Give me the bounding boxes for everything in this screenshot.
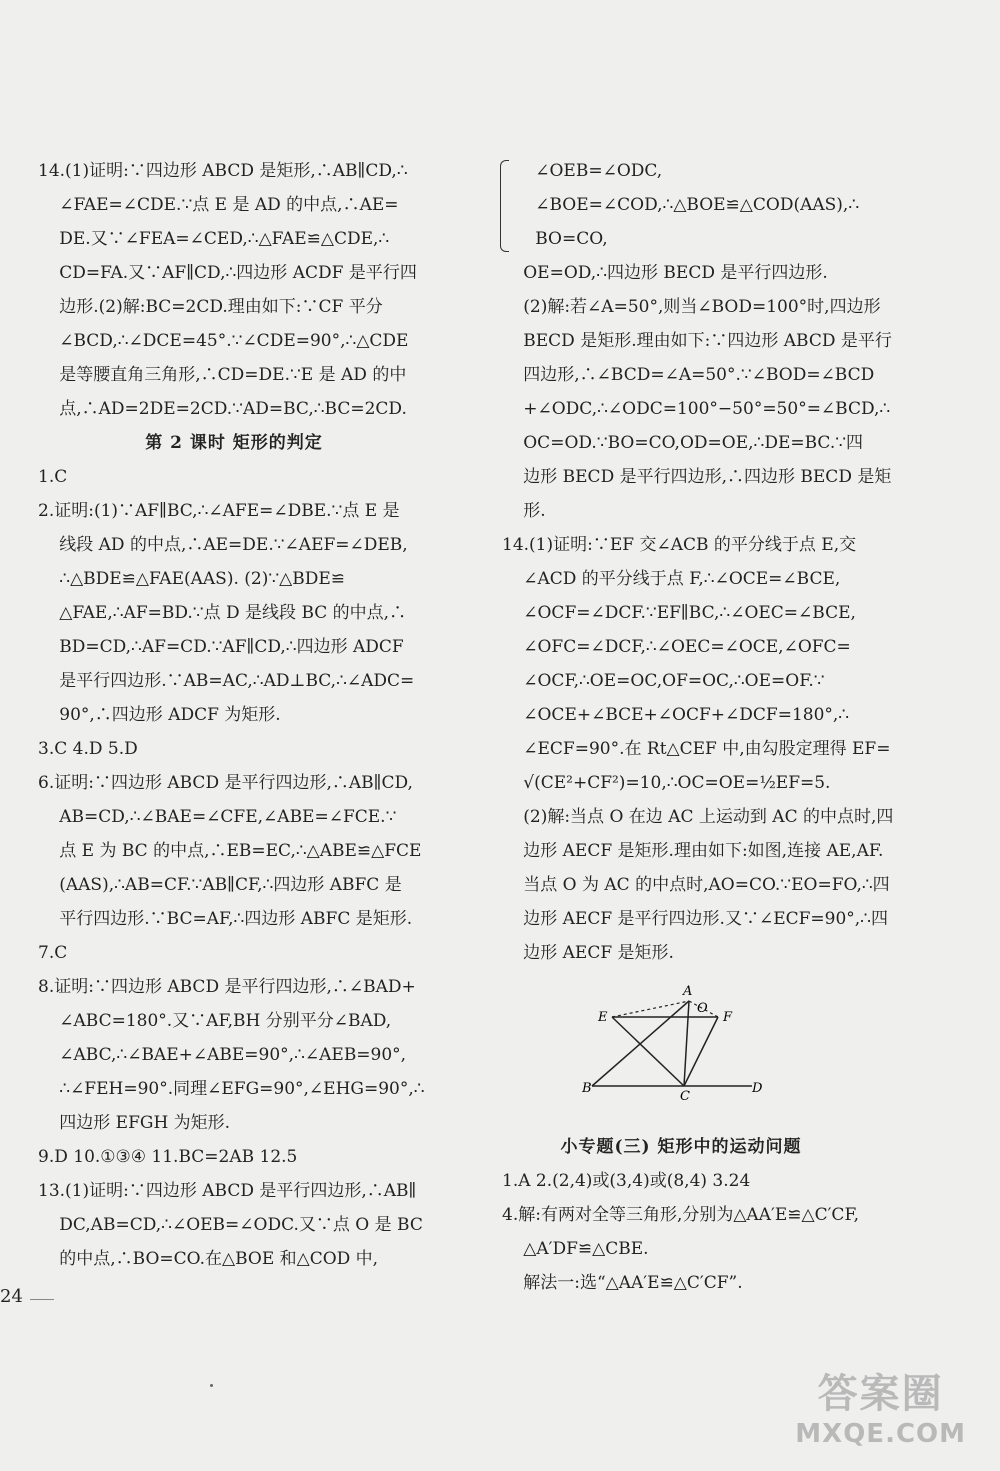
text-line: 四边形,∴∠BCD=∠A=50°.∵∠BOD=∠BCD xyxy=(523,365,875,385)
text-line: DC,AB=CD,∴∠OEB=∠ODC.又∵点 O 是 BC xyxy=(59,1215,423,1235)
left-brace xyxy=(500,160,509,252)
text-line: CD=FA.又∵AF∥CD,∴四边形 ACDF 是平行四 xyxy=(59,263,417,283)
text-line: +∠ODC,∴∠ODC=100°−50°=50°=∠BCD,∴ xyxy=(523,399,891,419)
text-line: 9.D 10.①③④ 11.BC=2AB 12.5 xyxy=(38,1147,298,1167)
label-f: F xyxy=(723,1010,733,1025)
watermark-url: MXQE.COM xyxy=(795,1419,966,1449)
text-line: OC=OD.∵BO=CO,OD=OE,∴DE=BC.∵四 xyxy=(523,433,864,453)
section-title: 第 2 课时 矩形的判定 xyxy=(145,433,323,453)
label-b: B xyxy=(582,1081,592,1096)
text-line: 1.C xyxy=(38,467,68,487)
watermark xyxy=(795,1362,966,1449)
text-line: ∠OCF=∠DCF.∵EF∥BC,∴∠OEC=∠BCE, xyxy=(523,603,856,623)
text-line: 边形 AECF 是平行四边形.又∵∠ECF=90°,∴四 xyxy=(523,909,889,929)
equation-system xyxy=(502,154,860,256)
text-line: 2.证明:(1)∵AF∥BC,∴∠AFE=∠DBE.∵点 E 是 xyxy=(38,501,400,521)
text-line: ∠BOE=∠COD,∴△BOE≌△COD(AAS),∴ xyxy=(535,195,860,215)
text-line: 形. xyxy=(523,501,546,521)
text-line: 点,∴AD=2DE=2CD.∵AD=BC,∴BC=2CD. xyxy=(59,399,407,419)
line-fc xyxy=(684,1017,718,1086)
text-line: BO=CO, xyxy=(535,229,608,249)
page-number-rule xyxy=(30,1299,54,1300)
label-e: E xyxy=(598,1010,608,1025)
text-line: DE.又∵∠FEA=∠CED,∴△FAE≌△CDE,∴ xyxy=(59,229,390,249)
text-line: 边形.(2)解:BC=2CD.理由如下:∵CF 平分 xyxy=(59,297,383,317)
text-line: 边形 BECD 是平行四边形,∴四边形 BECD 是矩 xyxy=(523,467,892,487)
page-number: 24 xyxy=(0,1286,23,1307)
text-line: 90°,∴四边形 ADCF 为矩形. xyxy=(59,705,281,725)
text-line: 6.证明:∵四边形 ABCD 是平行四边形,∴AB∥CD, xyxy=(38,773,413,793)
section-title: 小专题(三) 矩形中的运动问题 xyxy=(560,1137,802,1157)
system-lines xyxy=(523,154,860,256)
text-line: 当点 O 为 AC 的中点时,AO=CO.∵EO=FO,∴四 xyxy=(523,875,890,895)
text-line: 是等腰直角三角形,∴CD=DE.∵E 是 AD 的中 xyxy=(59,365,407,385)
text-line: ∴△BDE≌△FAE(AAS). (2)∵△BDE≌ xyxy=(59,569,346,589)
text-line: 的中点,∴BO=CO.在△BOE 和△COD 中, xyxy=(59,1249,379,1269)
text-line: ∠BCD,∴∠DCE=45°.∵∠CDE=90°,∴△CDE xyxy=(59,331,409,351)
text-line: OE=OD,∴四边形 BECD 是平行四边形. xyxy=(523,263,828,283)
text-line: 1.A 2.(2,4)或(3,4)或(8,4) 3.24 xyxy=(502,1171,751,1191)
text-line: ∠OEB=∠ODC, xyxy=(535,161,663,181)
geometry-figure xyxy=(502,976,860,1104)
text-line: AB=CD,∴∠BAE=∠CFE,∠ABE=∠FCE.∵ xyxy=(59,807,397,827)
label-o: O xyxy=(697,1001,708,1016)
text-line: 线段 AD 的中点,∴AE=DE.∵∠AEF=∠DEB, xyxy=(59,535,408,555)
watermark-title: 答案圈 xyxy=(817,1371,944,1417)
text-line: ∠OCF,∴OE=OC,OF=OC,∴OE=OF.∵ xyxy=(523,671,825,691)
text-line: △FAE,∴AF=BD.∵点 D 是线段 BC 的中点,∴ xyxy=(59,603,407,623)
speck xyxy=(210,1384,213,1387)
label-c: C xyxy=(680,1089,690,1104)
label-a: A xyxy=(683,984,693,999)
text-line: 14.(1)证明:∵EF 交∠ACB 的平分线于点 E,交 xyxy=(502,535,857,555)
right-column xyxy=(502,154,894,1300)
text-line: 14.(1)证明:∵四边形 ABCD 是矩形,∴AB∥CD,∴ xyxy=(38,161,408,181)
text-line: 是平行四边形.∵AB=AC,∴AD⊥BC,∴∠ADC= xyxy=(59,671,415,691)
figure-svg xyxy=(582,976,763,1104)
text-line: 4.解:有两对全等三角形,分别为△AA′E≌△C′CF, xyxy=(502,1205,859,1225)
text-line: BD=CD,∴AF=CD.∵AF∥CD,∴四边形 ADCF xyxy=(59,637,404,657)
text-line: ∠ABC=180°.又∵AF,BH 分别平分∠BAD, xyxy=(59,1011,392,1031)
label-d: D xyxy=(752,1081,763,1096)
text-line: ∠ACD 的平分线于点 F,∴∠OCE=∠BCE, xyxy=(523,569,841,589)
line-ac xyxy=(684,1001,689,1086)
left-column xyxy=(38,154,430,1276)
text-line: 四边形 EFGH 为矩形. xyxy=(59,1113,231,1133)
text-line: 解法一:选“△AA′E≌△C′CF”. xyxy=(523,1273,743,1293)
text-line: 点 E 为 BC 的中点,∴EB=EC,∴△ABE≌△FCE xyxy=(59,841,422,861)
text-line: (AAS),∴AB=CF.∵AB∥CF,∴四边形 ABFC 是 xyxy=(59,875,402,895)
text-line: ∠FAE=∠CDE.∵点 E 是 AD 的中点,∴AE= xyxy=(59,195,399,215)
text-line: ∠OFC=∠DCF,∴∠OEC=∠OCE,∠OFC= xyxy=(523,637,851,657)
line-ae-dashed xyxy=(612,1001,689,1017)
line-ec xyxy=(612,1017,684,1086)
text-line: 7.C xyxy=(38,943,68,963)
text-line: △A′DF≌△CBE. xyxy=(523,1239,649,1259)
text-line: 边形 AECF 是矩形. xyxy=(523,943,674,963)
text-line: ∴∠FEH=90°.同理∠EFG=90°,∠EHG=90°,∴ xyxy=(59,1079,425,1099)
text-line: 3.C 4.D 5.D xyxy=(38,739,138,759)
text-line: 8.证明:∵四边形 ABCD 是平行四边形,∴∠BAD+ xyxy=(38,977,416,997)
text-line: ∠ECF=90°.在 Rt△CEF 中,由勾股定理得 EF= xyxy=(523,739,891,759)
text-line: ∠OCE+∠BCE+∠OCF+∠DCF=180°,∴ xyxy=(523,705,850,725)
text-line: BECD 是矩形.理由如下:∵四边形 ABCD 是平行 xyxy=(523,331,892,351)
text-line: 平行四边形.∵BC=AF,∴四边形 ABFC 是矩形. xyxy=(59,909,413,929)
text-line: √(CE²+CF²)=10,∴OC=OE=½EF=5. xyxy=(523,773,831,793)
text-line: 13.(1)证明:∵四边形 ABCD 是平行四边形,∴AB∥ xyxy=(38,1181,417,1201)
text-line: 边形 AECF 是矩形.理由如下:如图,连接 AE,AF. xyxy=(523,841,884,861)
text-line: ∠ABC,∴∠BAE+∠ABE=90°,∴∠AEB=90°, xyxy=(59,1045,407,1065)
text-line: (2)解:当点 O 在边 AC 上运动到 AC 的中点时,四 xyxy=(523,807,894,827)
text-line: (2)解:若∠A=50°,则当∠BOD=100°时,四边形 xyxy=(523,297,881,317)
